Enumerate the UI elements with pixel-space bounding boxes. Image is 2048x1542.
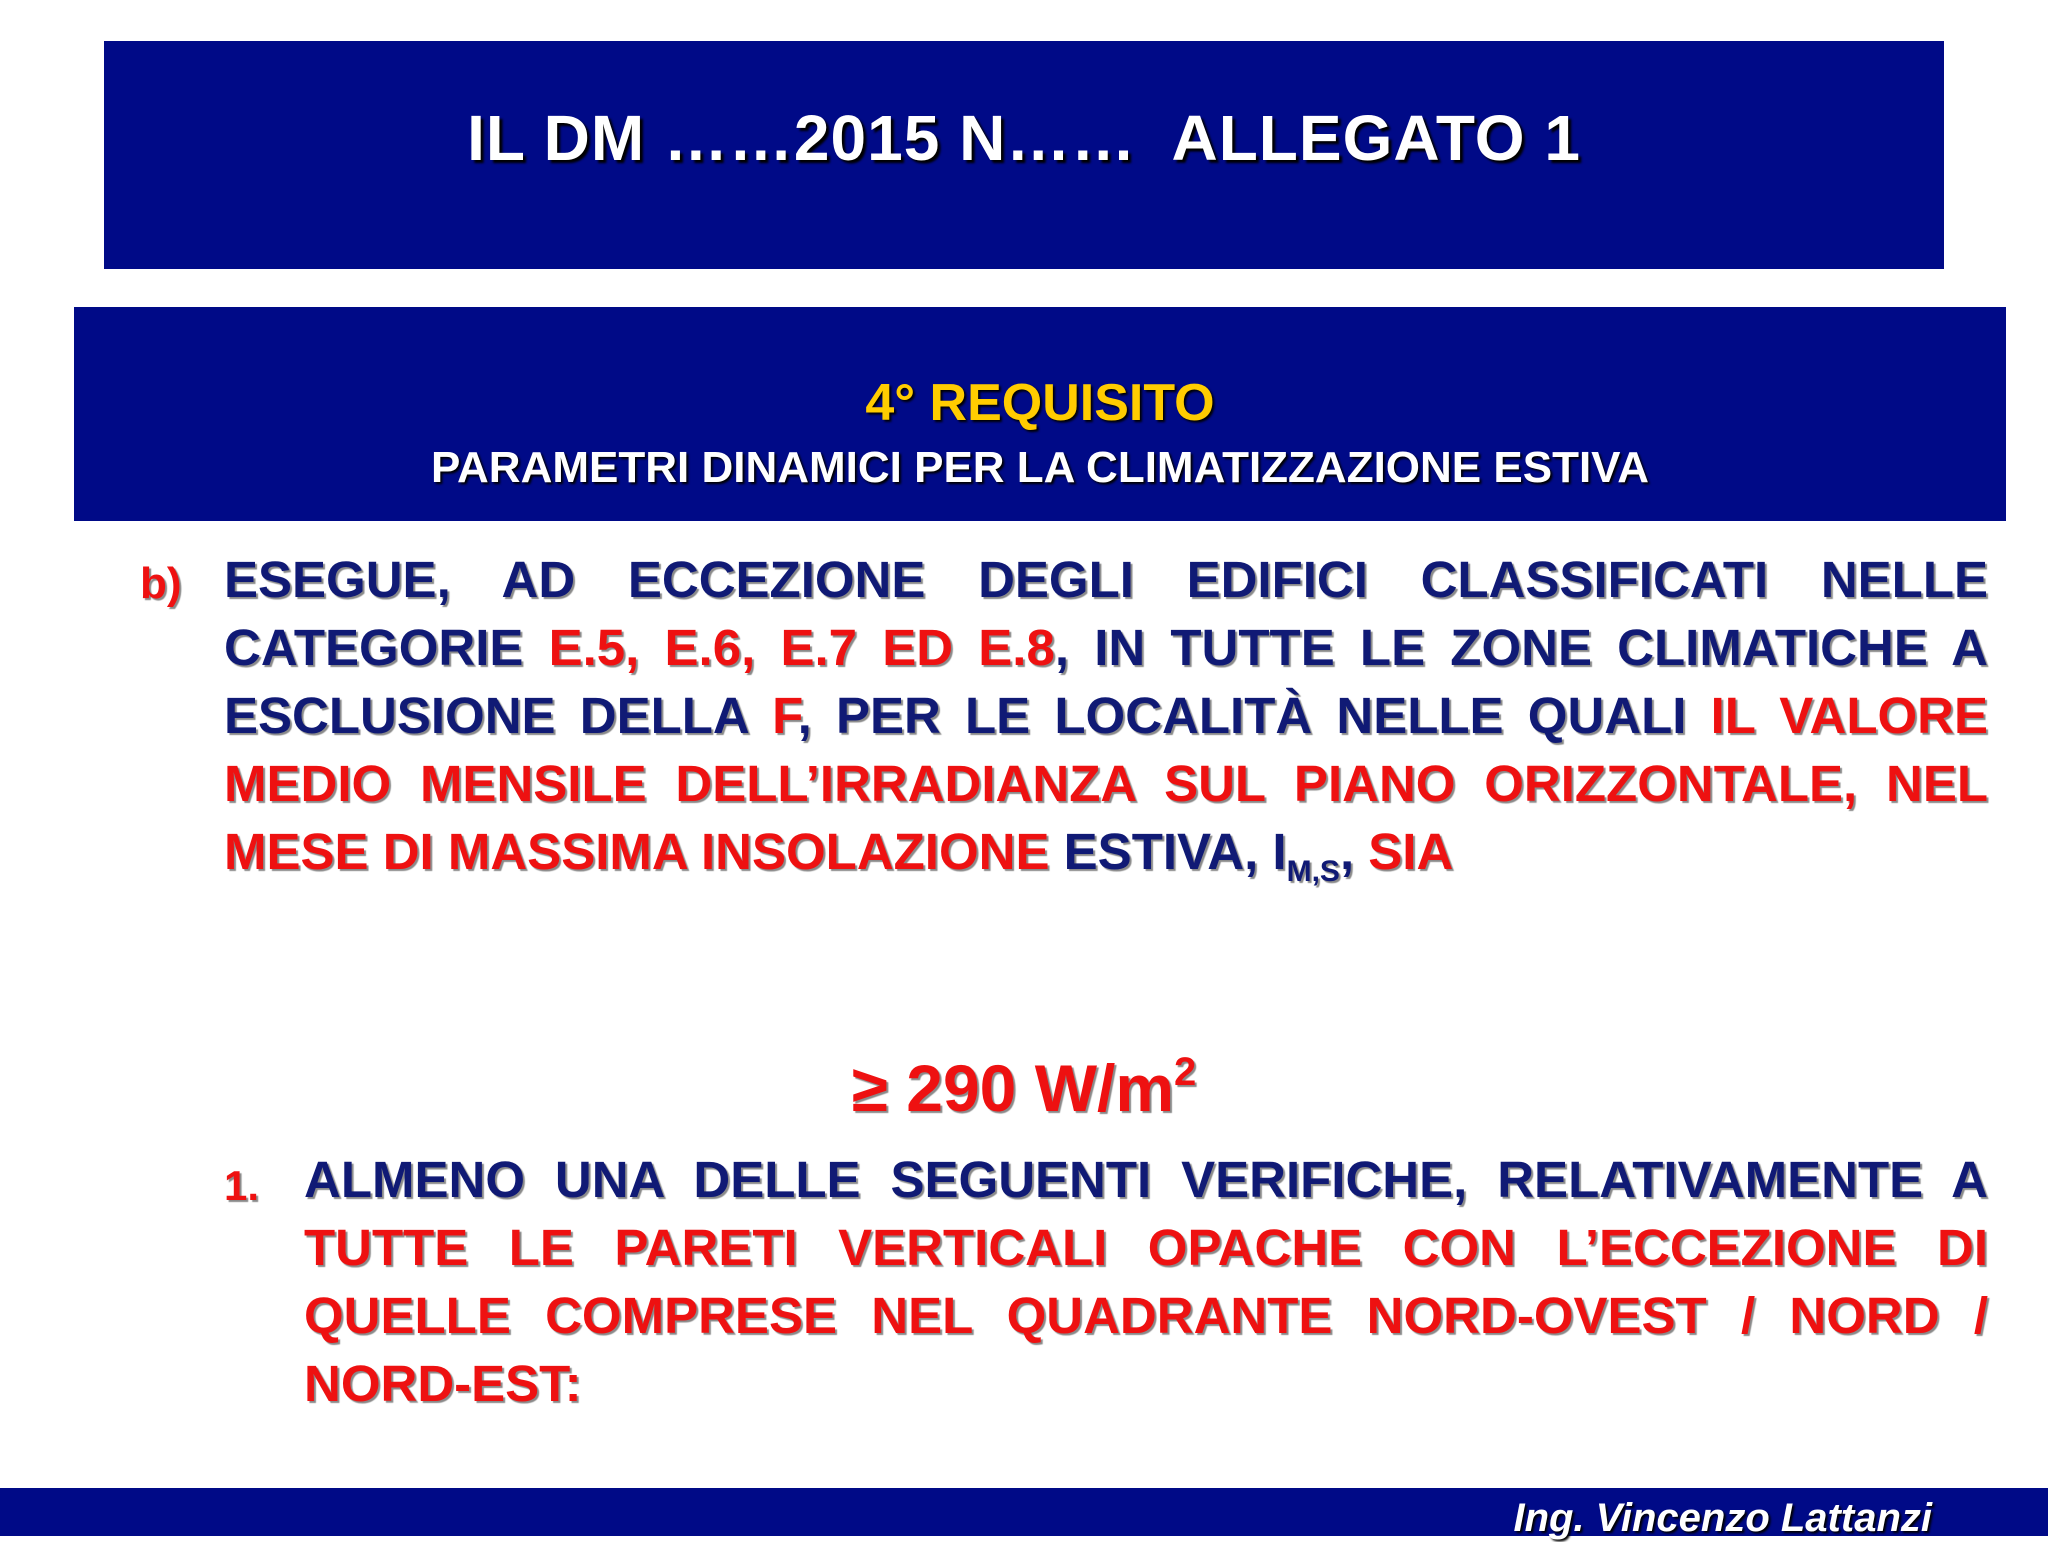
irradiance-threshold [0,1050,2048,1126]
item-b-irradiance-condition: IL VALORE MEDIO MENSILE DELL’IRRADIANZA SUL PIANO ORIZZONTALE, NEL MESE DI MASSIMA INSOLAZIONE [224,687,1988,880]
item-1-text [304,1146,1988,1418]
requirement-title: 4° REQUISITO [865,374,1215,432]
slide-title: IL DM ……2015 N…… ALLEGATO 1 [467,102,1581,174]
requirement-banner [74,307,2006,521]
item-b-sia: SIA [1354,823,1454,880]
item-b-text [224,546,1988,886]
item-b-segment: , IN TUTTE LE ZONE CLIMATICHE A ESCLUSIONE DELLA [224,619,1988,744]
footer-author: Ing. Vincenzo Lattanzi [1513,1496,1932,1540]
header-banner [104,41,1944,269]
item-1-segment: ALMENO UNA DELLE SEGUENTI VERIFICHE, RELATIVAMENTE A [304,1151,1988,1208]
item-b-segment: , PER LE LOCALITÀ NELLE QUALI [797,687,1711,744]
item-b-comma: , [1339,823,1355,880]
threshold-exponent: 2 [1174,1050,1197,1094]
item-1-walls-condition: TUTTE LE PARETI VERTICALI OPACHE CON L’ECCEZIONE DI QUELLE COMPRESE NEL QUADRANTE NORD-OVEST / NORD / NORD-EST: [304,1219,1988,1412]
item-b-segment: ESTIVA, I [1049,823,1287,880]
item-b-label: b) [140,559,182,608]
item-b-segment: ESEGUE, AD ECCEZIONE DEGLI EDIFICI CLASSIFICATI NELLE CATEGORIE [224,551,1988,676]
requirement-subtitle: PARAMETRI DINAMICI PER LA CLIMATIZZAZIONE ESTIVA [430,443,1650,492]
irradiance-subscript: M,S [1286,855,1340,888]
threshold-value: ≥ 290 W/m [851,1051,1175,1125]
footer-bar [0,1488,2048,1540]
item-1-label: 1. [224,1162,260,1209]
item-b-zone-f: F [772,687,798,744]
item-b-categories: E.5, E.6, E.7 ED E.8 [548,619,1055,676]
